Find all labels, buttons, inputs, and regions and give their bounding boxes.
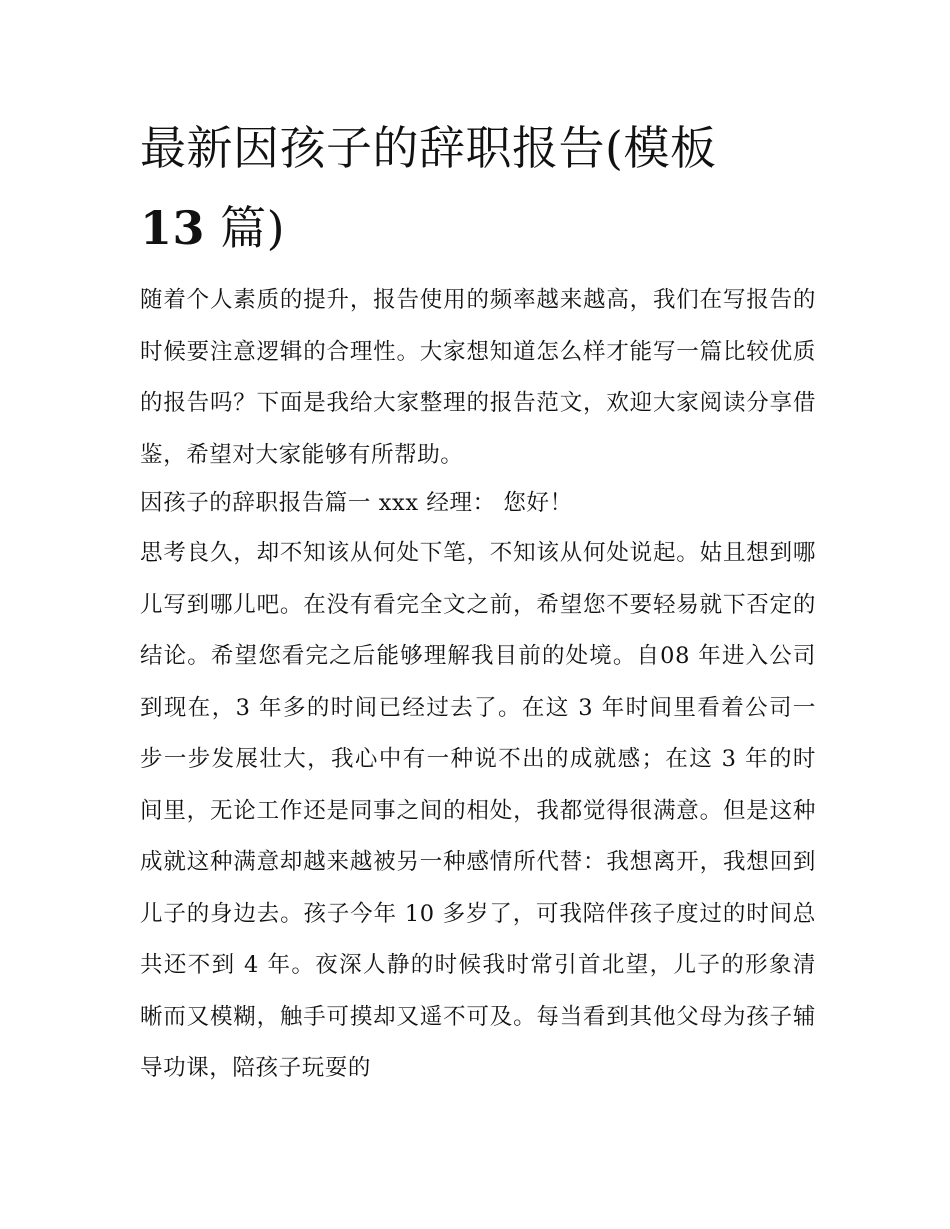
title-main: 最新因孩子的辞职报告(模板 [140, 121, 717, 175]
document-title [140, 108, 820, 268]
body-paragraph: 思考良久，却不知该从何处下笔，不知该从何处说起。姑且想到哪儿写到哪儿吧。在没有看完全文之前，希望您不要轻易就下否定的结论。希望您看完之后能够理解我目前的处境。自08 年进入公司到现在，3 年多的时间已经过去了。在这 3 年时间里看着公司一步一步发展壮大，我心中有一种说不出的成就感；在这 3 年的时间里，无论工作还是同事之间的相处，我都觉得很满意。但是这种成就这种满意却越来越被另一种感情所代替：我想离开，我想回到儿子的身边去。孩子今年 10 多岁了，可我陪伴孩子度过的时间总共还不到 4 年。夜深人静的时候我时常引首北望，儿子的形象清晰而又模糊，触手可摸却又遥不可及。每当看到其他父母为孩子辅导功课，陪孩子玩耍的 [140, 540, 816, 1081]
salutation-line: 因孩子的辞职报告篇一 xxx 经理： 您好！ [140, 490, 573, 516]
title-number: 13 [140, 201, 206, 255]
title-tail: 篇) [220, 201, 286, 255]
intro-paragraph: 随着个人素质的提升，报告使用的频率越来越高，我们在写报告的时候要注意逻辑的合理性。大家想知道怎么样才能写一篇比较优质的报告吗？下面是我给大家整理的报告范文，欢迎大家阅读分享借鉴，希望对大家能够有所帮助。 [140, 287, 816, 468]
